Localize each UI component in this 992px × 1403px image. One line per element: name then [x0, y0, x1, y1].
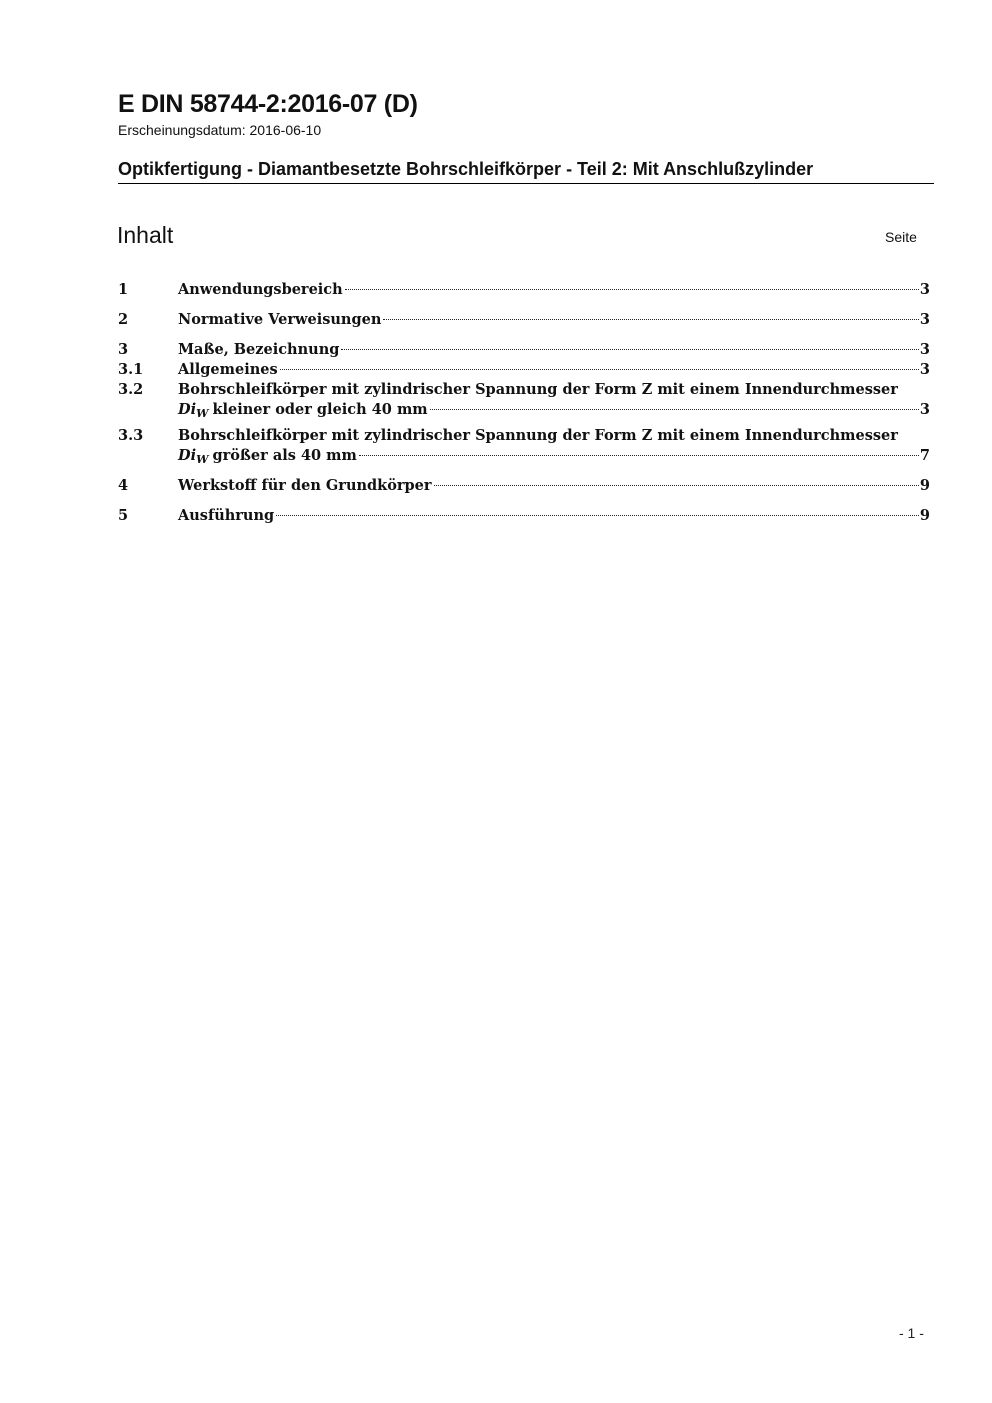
toc-entry-title[interactable]: Anwendungsbereich: [178, 281, 343, 298]
table-of-contents: [118, 280, 930, 526]
toc-entry[interactable]: [118, 340, 930, 360]
toc-entry-page[interactable]: 9: [919, 507, 930, 524]
toc-entry-page[interactable]: 3: [919, 341, 930, 358]
toc-dot-leader: [430, 409, 919, 410]
toc-entry-page[interactable]: 3: [919, 281, 930, 298]
publication-date: Erscheinungsdatum: 2016-06-10: [118, 122, 322, 138]
toc-entry-number: 3: [118, 341, 129, 358]
toc-dot-leader: [434, 485, 919, 486]
page-number: - 1 -: [899, 1325, 924, 1341]
toc-entry-number: 5: [118, 507, 129, 524]
document-title: Optikfertigung - Diamantbesetzte Bohrschleifkörper - Teil 2: Mit Anschlußzylinder: [118, 159, 814, 179]
toc-entry-title[interactable]: Normative Verweisungen: [178, 311, 382, 328]
formula-symbol: $Di_W$: [178, 447, 209, 466]
toc-entry[interactable]: [118, 360, 930, 380]
toc-entry-page[interactable]: 3: [919, 401, 930, 418]
toc-dot-leader: [276, 515, 919, 516]
toc-heading: Inhalt: [117, 222, 174, 248]
toc-entry[interactable]: [118, 476, 930, 496]
toc-entry[interactable]: [118, 426, 930, 466]
toc-entry-number: 3.2: [118, 381, 144, 398]
toc-dot-leader: [359, 455, 919, 456]
toc-entry-title[interactable]: Maße, Bezeichnung: [178, 341, 340, 358]
toc-dot-leader: [383, 319, 919, 320]
toc-entry-title[interactable]: Allgemeines: [178, 361, 278, 378]
toc-entry-title[interactable]: Werkstoff für den Grundkörper: [178, 477, 432, 494]
formula-symbol: $Di_W$: [178, 401, 209, 420]
toc-entry-page[interactable]: 3: [919, 361, 930, 378]
toc-dot-leader: [280, 369, 919, 370]
toc-entry[interactable]: [118, 506, 930, 526]
toc-entry[interactable]: [118, 380, 930, 420]
toc-dot-leader: [345, 289, 919, 290]
toc-entry-title-continued[interactable]: kleiner oder gleich 40 mm: [212, 401, 428, 418]
toc-entry-number: 2: [118, 311, 129, 328]
title-divider: [118, 183, 934, 184]
toc-entry-number: 3.1: [118, 361, 144, 378]
toc-entry-page[interactable]: 3: [919, 311, 930, 328]
toc-entry-title[interactable]: Bohrschleifkörper mit zylindrischer Spannung der Form Z mit einem Innendurchmesser: [178, 381, 898, 398]
toc-page-label: Seite: [885, 229, 917, 245]
toc-entry-page[interactable]: 9: [919, 477, 930, 494]
toc-entry-title-continued[interactable]: größer als 40 mm: [212, 447, 357, 464]
toc-entry-title[interactable]: Bohrschleifkörper mit zylindrischer Spannung der Form Z mit einem Innendurchmesser: [178, 427, 898, 444]
toc-entry-title[interactable]: Ausführung: [178, 507, 275, 524]
toc-entry[interactable]: [118, 310, 930, 330]
toc-entry-number: 1: [118, 281, 129, 298]
toc-dot-leader: [341, 349, 919, 350]
document-id: E DIN 58744-2:2016-07 (D): [118, 90, 418, 118]
toc-entry-page[interactable]: 7: [919, 447, 930, 464]
toc-entry-number: 3.3: [118, 427, 144, 444]
toc-entry-number: 4: [118, 477, 129, 494]
toc-entry[interactable]: [118, 280, 930, 300]
